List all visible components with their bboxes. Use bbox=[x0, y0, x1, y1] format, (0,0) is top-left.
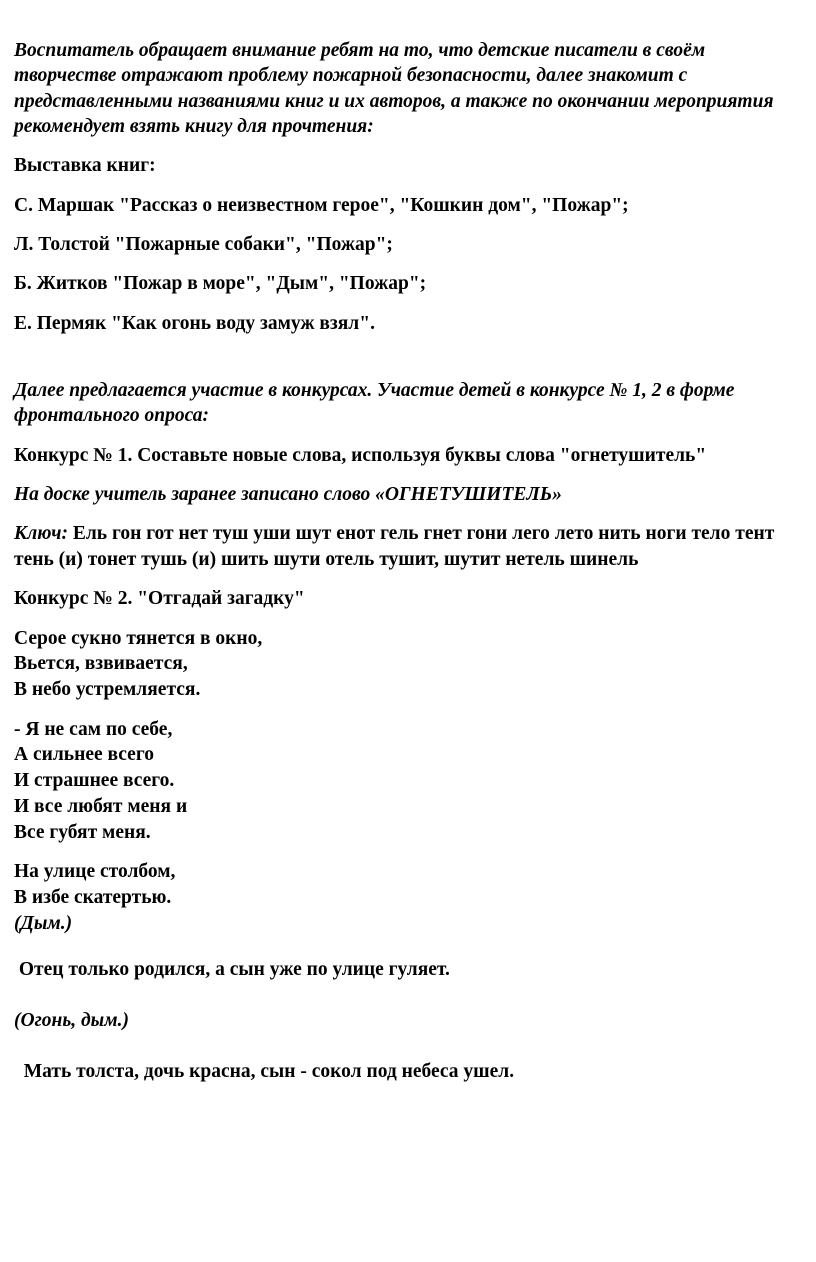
book-entry-permyak: Е. Пермяк "Как огонь воду замуж взял". bbox=[14, 312, 375, 334]
riddle-3-line-2: В избе скатертью. bbox=[14, 887, 172, 909]
heading-exhibition: Выставка книг: bbox=[14, 155, 156, 177]
heading-contest-1: Конкурс № 1. Составьте новые слова, используя буквы слова "огнетушитель" bbox=[14, 444, 707, 466]
riddle-1-line-1: Серое сукно тянется в окно, bbox=[14, 627, 263, 649]
heading-contest-2: Конкурс № 2. "Отгадай загадку" bbox=[14, 588, 305, 610]
riddle-5: Мать толста, дочь красна, сын - сокол под небеса ушел. bbox=[14, 1061, 515, 1083]
riddle-4: Отец только родился, а сын уже по улице гуляет. bbox=[14, 958, 450, 980]
riddle-3-answer: (Дым.) bbox=[14, 912, 73, 934]
key-words: Ель гон гот нет туш уши шут енот гель гнет гони лего лето нить ноги тело тент тень (и) тонет тушь (и) шить шути отель тушит, шутит нетель шинель bbox=[14, 523, 780, 570]
riddle-1-line-2: Вьется, взвивается, bbox=[14, 653, 188, 675]
book-entry-zhitkov: Б. Житков "Пожар в море", "Дым", "Пожар"; bbox=[14, 273, 427, 295]
paragraph-contests-intro: Далее предлагается участие в конкурсах. Участие детей в конкурсе № 1, 2 в форме фронтального опроса: bbox=[14, 380, 740, 427]
riddle-1 bbox=[14, 626, 794, 703]
riddle-1-line-3: В небо устремляется. bbox=[14, 678, 201, 700]
riddle-2-line-5: Все губят меня. bbox=[14, 821, 151, 843]
riddle-2-line-3: И страшнее всего. bbox=[14, 770, 175, 792]
riddle-3 bbox=[14, 859, 794, 936]
riddle-2-line-4: И все любят меня и bbox=[14, 795, 188, 817]
key-label: Ключ: bbox=[14, 523, 68, 545]
book-entry-tolstoy: Л. Толстой "Пожарные собаки", "Пожар"; bbox=[14, 234, 393, 256]
riddle-2-line-2: А сильнее всего bbox=[14, 744, 154, 766]
paragraph-intro: Воспитатель обращает внимание ребят на то, что детские писатели в своём творчестве отражают проблему пожарной безопасности, далее знакомит с представленными названиями книг и их авторов, а также по окончании мероприятия рекомендует взять книгу для прочтения: bbox=[14, 40, 779, 138]
book-entry-marshak: С. Маршак "Рассказ о неизвестном герое", "Кошкин дом", "Пожар"; bbox=[14, 194, 629, 216]
paragraph-contest-1-key bbox=[14, 521, 794, 572]
riddle-2-line-1: - Я не сам по себе, bbox=[14, 718, 173, 740]
riddle-4-answer: (Огонь, дым.) bbox=[14, 1009, 129, 1031]
riddle-3-line-1: На улице столбом, bbox=[14, 861, 176, 883]
paragraph-contest-1-note: На доске учитель заранее записано слово «ОГНЕТУШИТЕЛЬ» bbox=[14, 484, 562, 506]
riddle-2 bbox=[14, 717, 794, 846]
